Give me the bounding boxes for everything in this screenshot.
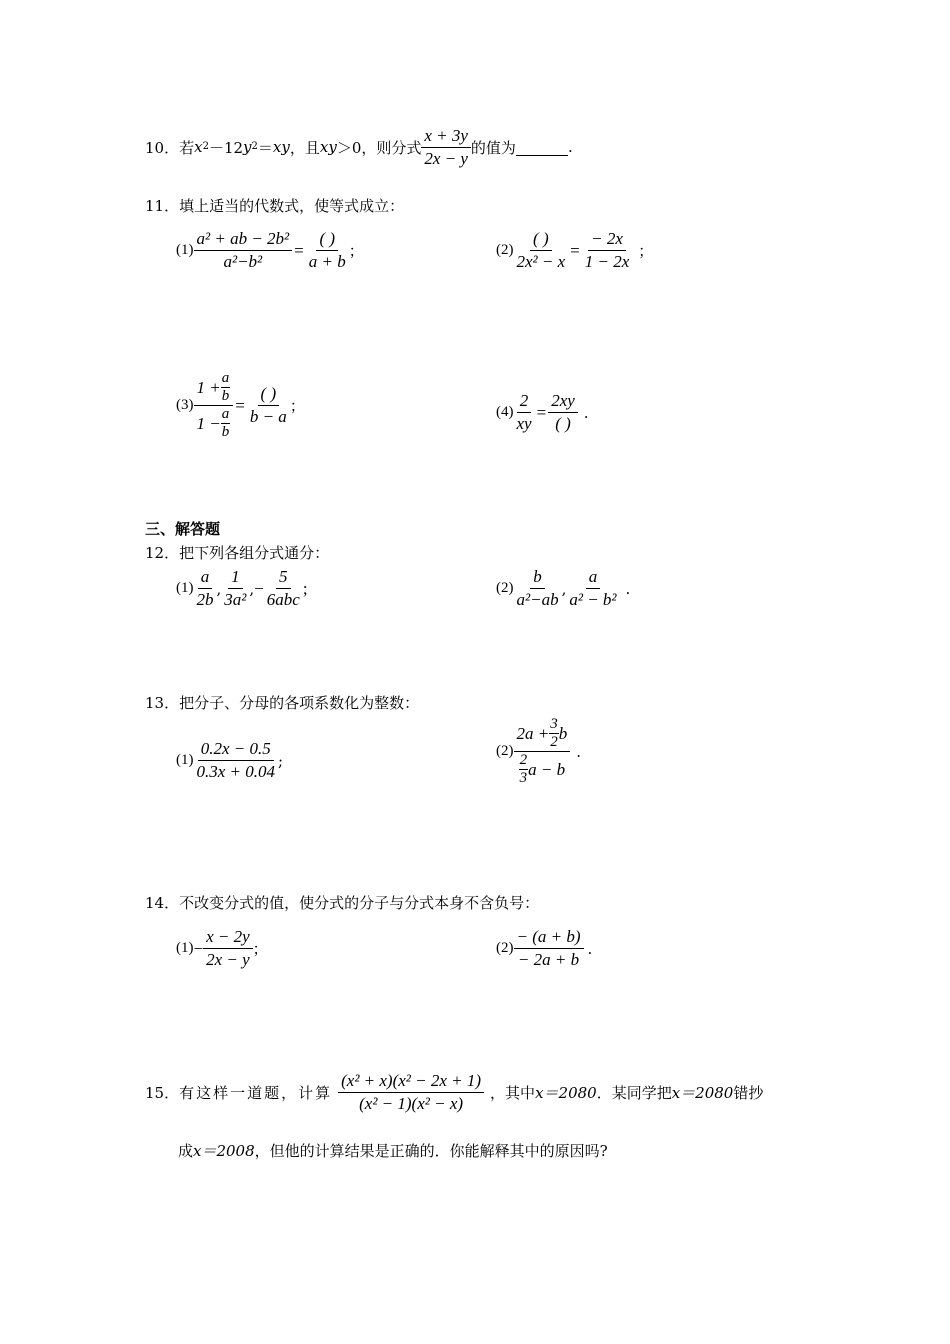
question-text: 填上适当的代数式，使等式成立： <box>179 197 405 215</box>
question-number: 13． <box>145 694 180 712</box>
q14-part-2: (2) $\frac{- (a + b)}{- 2a + b}$ . <box>496 927 593 969</box>
complex-fraction: 2a + $\frac{3}{2}$ b $\frac{2}{3}$ a − b <box>514 716 571 787</box>
fraction: $\frac{x + 3y}{2x - y}$ <box>421 125 471 170</box>
question-15: 15． 有这样一道题，计算 $\frac{\text{(x² + x)(x² − 2x + 1)}}{\text{(x² − 1)(x² − x)}}$ ，其中 x＝2080 ．某同学把 x＝2080 错抄 <box>145 1071 764 1113</box>
question-number: 15． <box>145 1084 180 1102</box>
q14-part-1: (1) − $\frac{x - 2y}{2x - y}$ ； <box>176 927 268 969</box>
question-number: 14． <box>145 894 180 912</box>
q11-part-4: (4) $\frac{2}{xy}$ = $\frac{2xy}{( )}$ . <box>496 391 589 433</box>
question-11 <box>145 195 404 216</box>
q11-part-2: (2) $\frac{( )}{\text{2x² − x}}$ = $\frac{- 2x}{1 - 2x}$ ； <box>496 229 654 271</box>
q11-part-1: (1) $\frac{\text{a² + ab − 2b²}}{\text{a²−b²}}$ = $\frac{( )}{a + b}$ ； <box>176 229 364 271</box>
question-10: 10． 若 x 2 －12 y 2 ＝ xy ，且 xy ＞0，则分式 $\frac{x + 3y}{2x - y}$ 的值为 . <box>145 125 573 168</box>
question-number: 10． <box>145 138 180 157</box>
answer-blank[interactable] <box>516 139 568 156</box>
q12-part-1: (1) $\frac{a}{2b}$ , $\frac{1}{\text{3a²}}$ , − $\frac{5}{\text{6abc}}$ ; <box>176 567 308 609</box>
question-number: 11． <box>145 197 180 215</box>
section-heading: 三、解答题 <box>145 520 221 538</box>
question-text: 把分子、分母的各项系数化为整数： <box>179 694 420 712</box>
question-number: 12． <box>145 544 180 562</box>
question-15-line-2: 成x＝2008，但他的计算结果是正确的．你能解释其中的原因吗? <box>178 1142 608 1160</box>
q13-part-1: (1) $\frac{0.2x - 0.5}{0.3x + 0.04}$ ; <box>176 739 284 781</box>
question-text: 把下列各组分式通分： <box>179 544 330 562</box>
question-12 <box>145 542 329 563</box>
q12-part-2: (2) $\frac{b}{\text{a²−ab}}$ , $\frac{a}{\text{a² − b²}}$ . <box>496 567 631 609</box>
q13-part-2: (2) 2a + $\frac{3}{2}$ b $\frac{2}{3}$ a − b . <box>496 716 582 786</box>
complex-fraction: 1 + $\frac{a}{b}$ 1 − $\frac{a}{b}$ <box>194 370 234 441</box>
question-text: 不改变分式的值，使分式的分子与分式本身不含负号： <box>179 894 540 912</box>
question-13 <box>145 692 419 713</box>
q11-part-3: (3) 1 + $\frac{a}{b}$ 1 − $\frac{a}{b}$ = $\frac{( )}{b - a}$ ； <box>176 370 305 440</box>
question-14 <box>145 892 539 913</box>
